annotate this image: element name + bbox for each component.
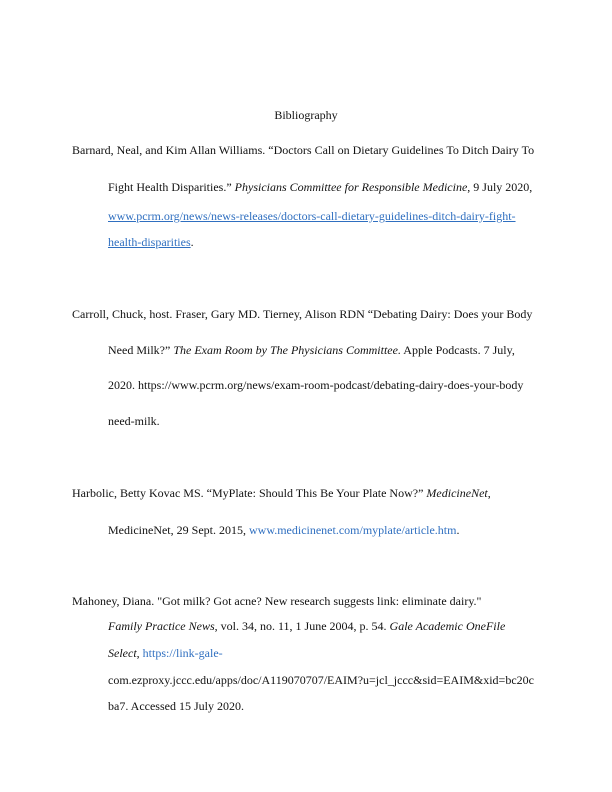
citation-3-url-link[interactable]: www.medicinenet.com/myplate/article.htm	[248, 523, 457, 537]
citation-1-text: Fight Health Disparities.”	[108, 180, 235, 194]
citation-2-line-4: need-milk.	[108, 414, 160, 428]
citation-1-publisher: Physicians Committee for Responsible Medicine	[234, 180, 468, 194]
citation-4-separator: ,	[136, 646, 143, 660]
citation-2-line-2	[108, 341, 515, 359]
citation-4-line-1: Mahoney, Diana. "Got milk? Got acne? New research suggests link: eliminate dairy."	[72, 594, 482, 608]
citation-3-date: MedicineNet, 29 Sept. 2015,	[108, 523, 249, 537]
citation-4-database-select: Select	[108, 646, 137, 660]
citation-3-period: .	[456, 523, 460, 537]
citation-4-url-link[interactable]: https://link-gale-	[142, 646, 223, 660]
citation-3-text: Harbolic, Betty Kovac MS. “MyPlate: Should This Be Your Plate Now?”	[72, 486, 427, 500]
citation-3-publisher: MedicineNet	[426, 486, 488, 500]
citation-1-period: .	[190, 235, 194, 249]
citation-2-line-3: 2020. https://www.pcrm.org/news/exam-room-podcast/debating-dairy-does-your-body	[108, 378, 524, 392]
citation-2-line-1: Carroll, Chuck, host. Fraser, Gary MD. Tierney, Alison RDN “Debating Dairy: Does your Body	[72, 307, 533, 321]
citation-2-source: Apple Podcasts. 7 July,	[400, 343, 515, 357]
citation-1-line-3	[108, 207, 516, 225]
citation-4-line-2	[108, 617, 505, 635]
citation-1-line-1: Barnard, Neal, and Kim Allan Williams. “Doctors Call on Dietary Guidelines To Ditch Dairy To	[72, 143, 535, 157]
citation-4-line-4: com.ezproxy.jccc.edu/apps/doc/A119070707/EAIM?u=jcl_jccc&sid=EAIM&xid=bc20c	[108, 673, 534, 687]
citation-4-line-5: ba7. Accessed 15 July 2020.	[108, 699, 244, 713]
citation-4-database: Gale Academic OneFile	[389, 619, 506, 633]
citation-3-line-2	[108, 521, 459, 539]
citation-3-comma: ,	[487, 486, 491, 500]
citation-1-line-2	[108, 178, 532, 196]
citation-4-volume: , vol. 34, no. 11, 1 June 2004, p. 54.	[214, 619, 390, 633]
citation-3-line-1	[72, 484, 491, 502]
citation-1-url-link-continued[interactable]: health-disparities	[108, 235, 191, 249]
citation-1-line-4	[108, 233, 194, 251]
citation-4-journal: Family Practice News	[108, 619, 215, 633]
page-title: Bibliography	[274, 108, 338, 122]
citation-2-text: Need Milk?”	[108, 343, 174, 357]
citation-4-line-3	[108, 644, 223, 662]
citation-1-url-link[interactable]: www.pcrm.org/news/news-releases/doctors-call-dietary-guidelines-ditch-dairy-fight-	[108, 209, 516, 223]
citation-1-date: , 9 July 2020,	[467, 180, 533, 194]
citation-2-podcast-title: The Exam Room by The Physicians Committee.	[173, 343, 401, 357]
